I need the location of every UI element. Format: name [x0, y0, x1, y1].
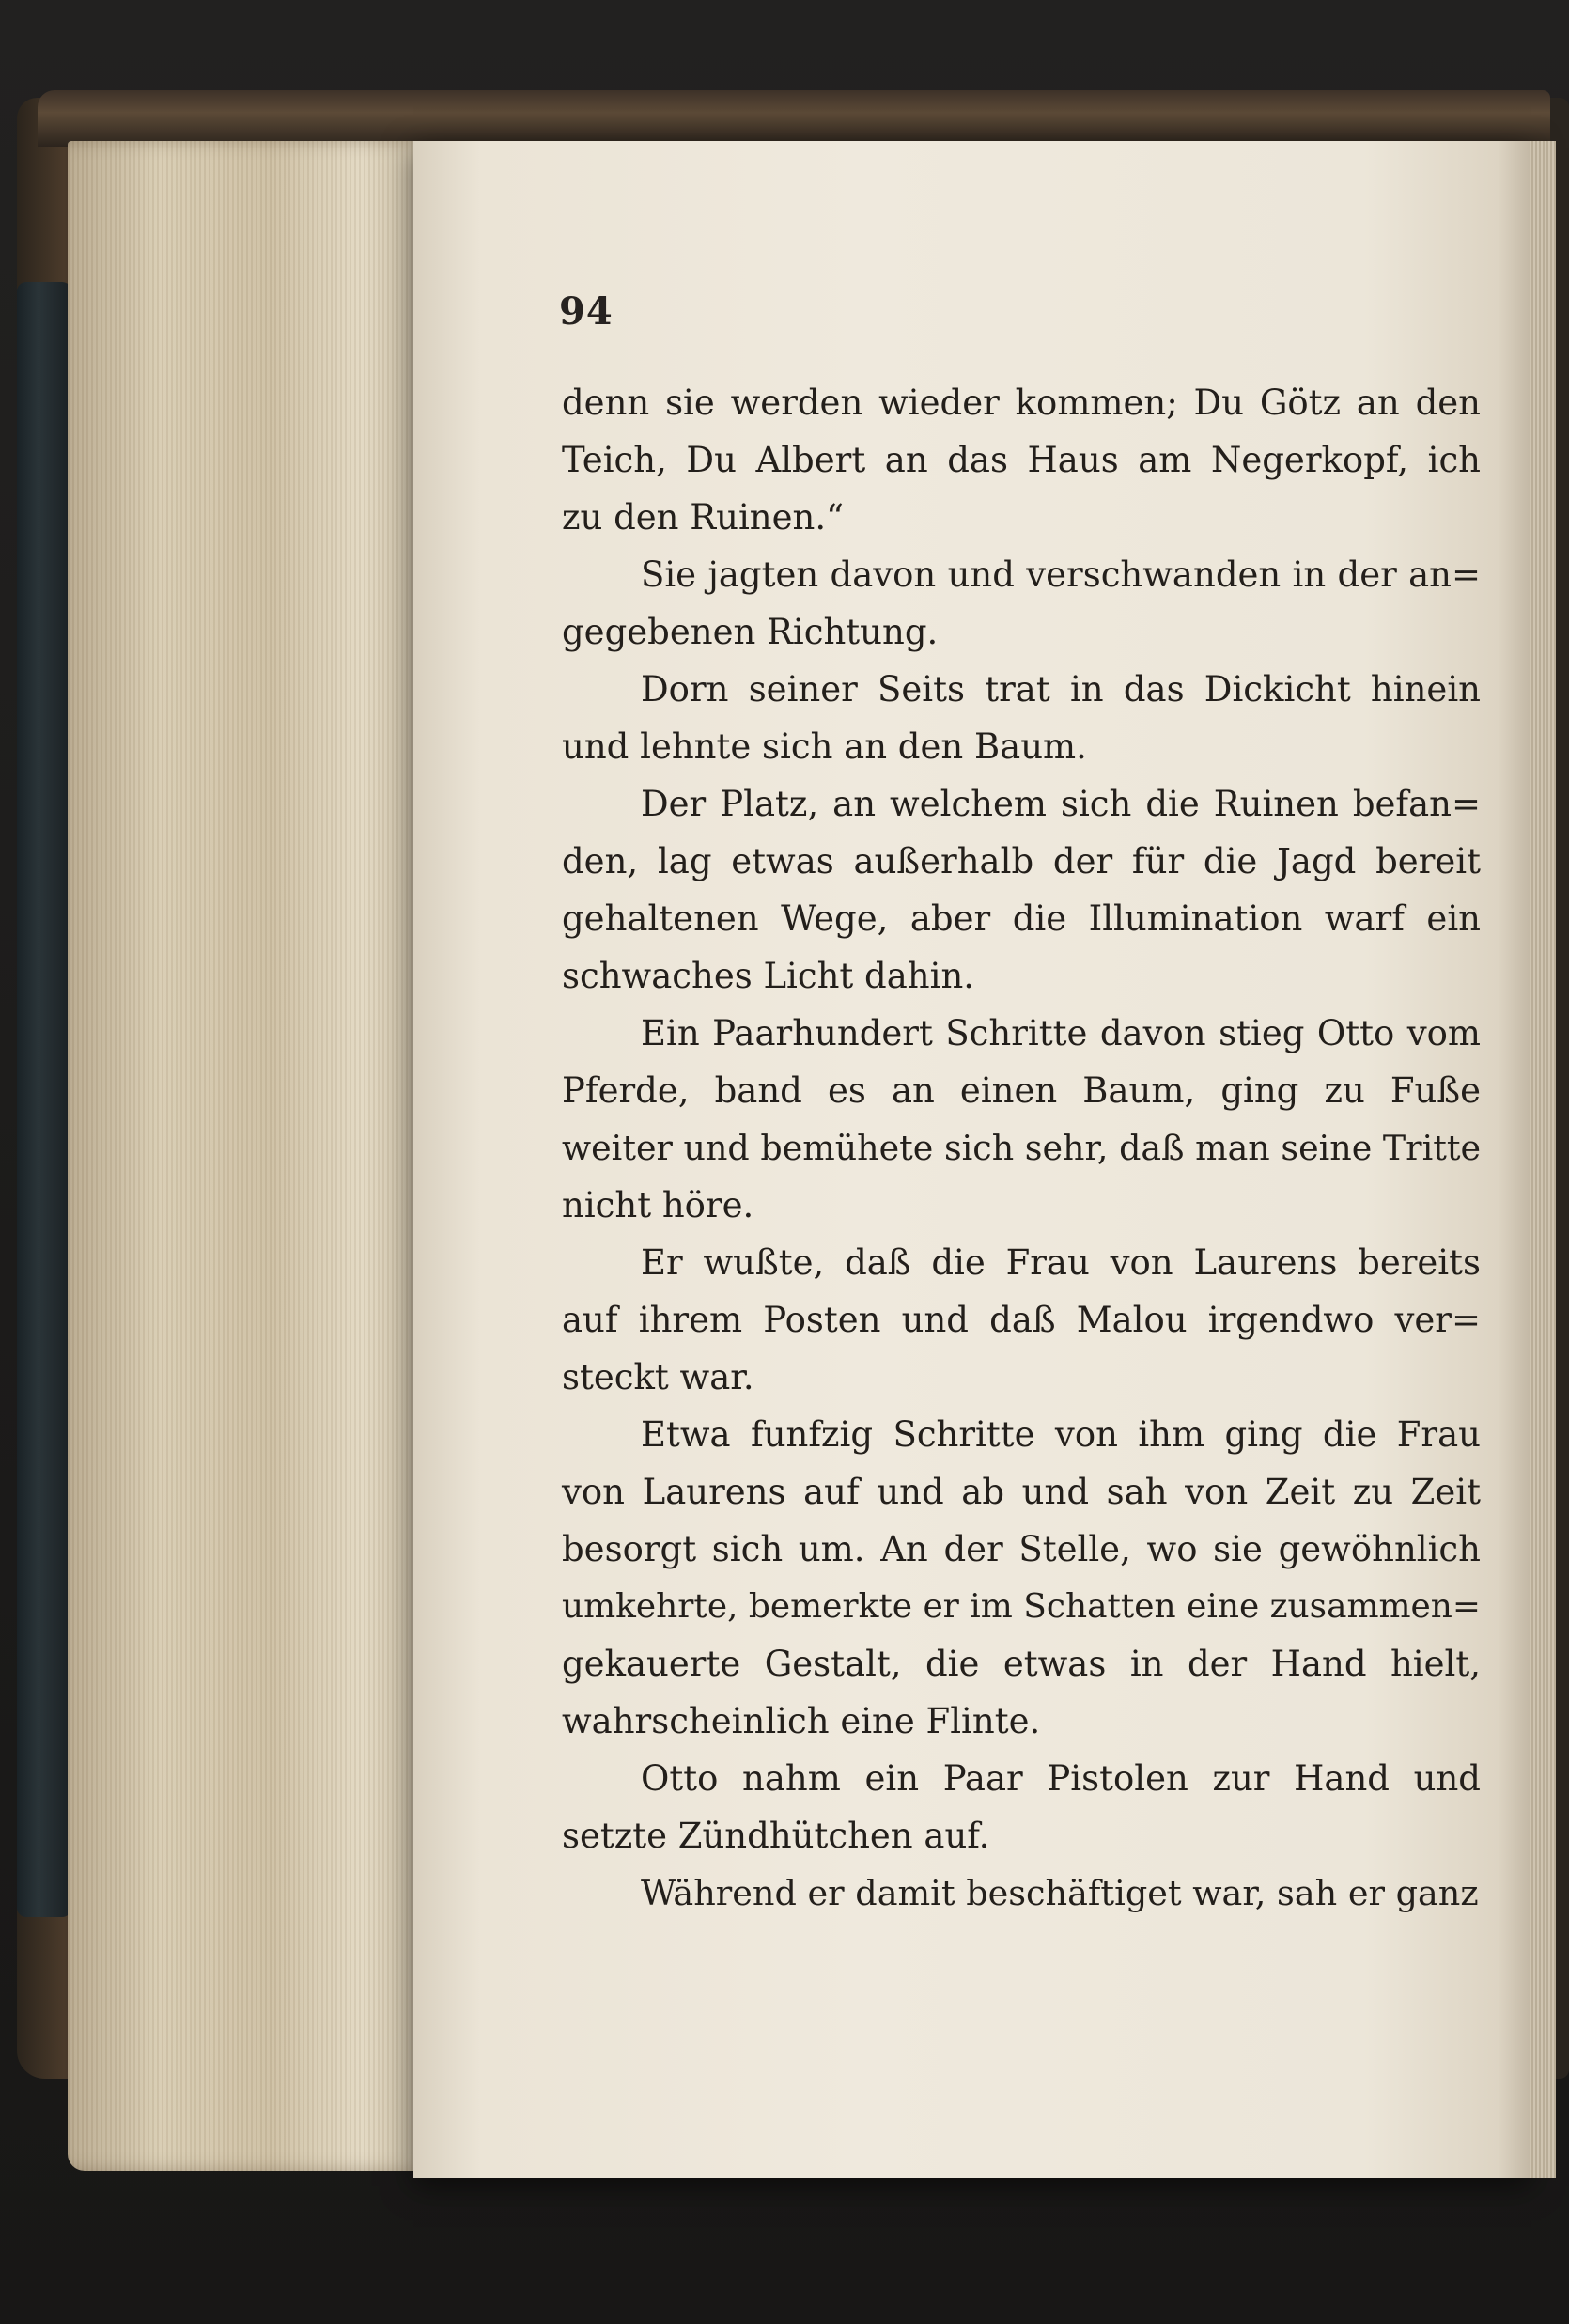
- body-text: [562, 374, 1481, 1922]
- left-page-stack: [68, 141, 434, 2171]
- text-line: Pferde, band es an einen Baum, ging zu Fuße: [562, 1070, 1481, 1111]
- text-line: und lehnte sich an den Baum.: [562, 726, 1087, 767]
- leather-spine-strip: [17, 282, 71, 1917]
- text-line: Sie jagten davon und verschwanden in der an=: [641, 554, 1481, 595]
- paragraph: [562, 374, 1481, 546]
- text-line: Teich, Du Albert an das Haus am Negerkopf, ich: [562, 440, 1481, 480]
- paragraph: [562, 661, 1481, 775]
- text-line: steckt war.: [562, 1357, 754, 1397]
- text-line: denn sie werden wieder kommen; Du Götz an den: [562, 382, 1481, 423]
- text-line: gekauerte Gestalt, die etwas in der Hand hielt,: [562, 1644, 1481, 1684]
- paragraph: [562, 1005, 1481, 1234]
- text-line: wahrscheinlich eine Flinte.: [562, 1701, 1041, 1741]
- text-line: Dorn seiner Seits trat in das Dickicht hinein: [641, 669, 1481, 710]
- text-line: weiter und bemühete sich sehr, daß man seine Tritte: [562, 1128, 1481, 1168]
- text-line: von Laurens auf und ab und sah von Zeit zu Zeit: [562, 1472, 1481, 1512]
- text-line: Etwa funfzig Schritte von ihm ging die Frau: [641, 1414, 1481, 1455]
- paragraph: [562, 1234, 1481, 1406]
- paragraph: [562, 1406, 1481, 1750]
- text-line: schwaches Licht dahin.: [562, 956, 975, 996]
- paragraph: [562, 775, 1481, 1005]
- text-line: Der Platz, an welchem sich die Ruinen befan=: [641, 784, 1481, 824]
- paragraph: [562, 546, 1481, 661]
- text-line: zu den Ruinen.“: [562, 497, 845, 538]
- right-page-edges: [1530, 141, 1556, 2178]
- text-line: nicht höre.: [562, 1185, 754, 1225]
- text-line: Er wußte, daß die Frau von Laurens bereits: [641, 1242, 1481, 1283]
- text-line: auf ihrem Posten und daß Malou irgendwo ver=: [562, 1300, 1481, 1340]
- cover-top-edge: [38, 90, 1550, 147]
- text-line: gegebenen Richtung.: [562, 612, 939, 652]
- paragraph: [562, 1864, 1481, 1922]
- page-number: 94: [559, 289, 614, 334]
- text-line: Otto nahm ein Paar Pistolen zur Hand und: [641, 1758, 1481, 1799]
- text-line: besorgt sich um. An der Stelle, wo sie gewöhnlich: [562, 1529, 1481, 1569]
- text-line: Während er damit beschäftiget war, sah er ganz: [641, 1873, 1479, 1913]
- text-line: setzte Zündhütchen auf.: [562, 1816, 990, 1856]
- paragraph: [562, 1750, 1481, 1864]
- text-line: Ein Paarhundert Schritte davon stieg Otto vom: [641, 1013, 1481, 1053]
- text-line: den, lag etwas außerhalb der für die Jagd bereit: [562, 841, 1481, 881]
- text-line: gehaltenen Wege, aber die Illumination warf ein: [562, 898, 1481, 939]
- text-line: umkehrte, bemerkte er im Schatten eine zusammen=: [562, 1587, 1481, 1626]
